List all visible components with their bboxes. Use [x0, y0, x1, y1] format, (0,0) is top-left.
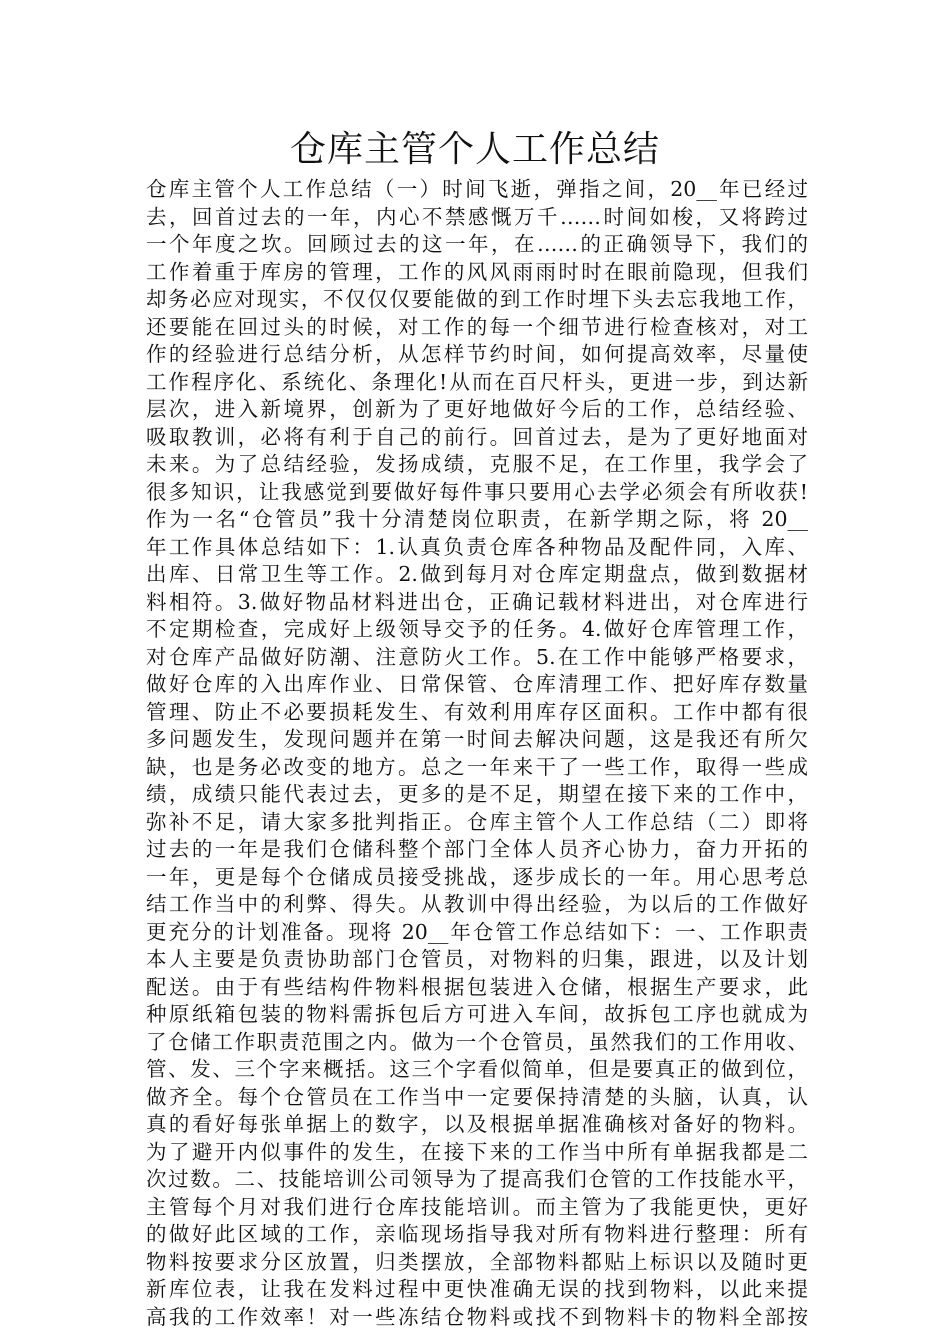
body-line: 种原纸箱包装的物料需拆包后方可进入车间，故拆包工序也就成为	[146, 1002, 808, 1026]
body-line: 配送。由于有些结构件物料根据包装进入仓储，根据生产要求，此	[146, 974, 808, 999]
body-line: 年工作具体总结如下：1.认真负责仓库各种物品及配件同，入库、	[146, 534, 808, 559]
body-line: 做好仓库的入出库作业、日常保管、仓库清理工作、把好库存数量	[146, 672, 808, 696]
body-line: 管、发、三个字来概括。这三个字看似简单，但是要真正的做到位，	[146, 1057, 808, 1081]
body-line: 去，回首过去的一年，内心不禁感慨万千……时间如梭，又将跨过	[146, 204, 808, 229]
body-line: 主管每个月对我们进行仓库技能培训。而主管为了我能更快，更好	[146, 1194, 808, 1219]
body-line: 多问题发生，发现问题并在第一时间去解决问题，这是我还有所欠	[146, 727, 808, 751]
body-line: 作的经验进行总结分析，从怎样节约时间，如何提高效率，尽量使	[146, 342, 808, 366]
body-line: 仓库主管个人工作总结（一）时间飞逝，弹指之间，20__年已经过	[146, 177, 808, 201]
body-line: 物料按要求分区放置，归类摆放，全部物料都贴上标识以及随时更	[146, 1249, 808, 1274]
body-line: 高我的工作效率！对一些冻结仓物料或找不到物料卡的物料全部按	[146, 1304, 808, 1329]
body-line: 管理、防止不必要损耗发生、有效利用库存区面积。工作中都有很	[146, 699, 808, 724]
body-line: 未来。为了总结经验，发扬成绩，克服不足，在工作里，我学会了	[146, 452, 808, 476]
body-line: 一年，更是每个仓储成员接受挑战，逐步成长的一年。用心思考总	[146, 864, 808, 889]
body-line: 为了避开内似事件的发生，在接下来的工作当中所有单据我都是二	[146, 1139, 808, 1164]
document-body	[146, 176, 808, 1331]
body-line: 作为一名“仓管员”我十分清楚岗位职责，在新学期之际，将 20__	[146, 507, 808, 531]
body-line: 本人主要是负责协助部门仓管员，对物料的归集，跟进，以及计划	[146, 947, 808, 971]
body-line: 了仓储工作职责范围之内。做为一个仓管员，虽然我们的工作用收、	[146, 1029, 808, 1054]
body-line: 次过数。二、技能培训公司领导为了提高我们仓管的工作技能水平，	[146, 1167, 808, 1191]
body-line: 层次，进入新境界，创新为了更好地做好今后的工作，总结经验、	[146, 397, 808, 421]
body-line: 绩，成绩只能代表过去，更多的是不足，期望在接下来的工作中，	[146, 782, 808, 806]
body-line: 不定期检查，完成好上级领导交予的任务。4.做好仓库管理工作，	[146, 617, 808, 641]
body-line: 工作程序化、系统化、条理化!从而在百尺杆头，更进一步，到达新	[146, 369, 808, 394]
body-line: 对仓库产品做好防潮、注意防火工作。5.在工作中能够严格要求，	[146, 644, 808, 669]
body-line: 做齐全。每个仓管员在工作当中一定要保持清楚的头脑，认真，认	[146, 1084, 808, 1109]
body-line: 工作着重于库房的管理，工作的风风雨雨时时在眼前隐现，但我们	[146, 259, 808, 284]
body-line: 料相符。3.做好物品材料进出仓，正确记载材料进出，对仓库进行	[146, 589, 808, 614]
body-line: 出库、日常卫生等工作。2.做到每月对仓库定期盘点，做到数据材	[146, 562, 808, 586]
body-line: 还要能在回过头的时候，对工作的每一个细节进行检查核对，对工	[146, 314, 808, 339]
document-title: 仓库主管个人工作总结	[289, 129, 660, 170]
body-line: 很多知识，让我感觉到要做好每件事只要用心去学必须会有所收获!	[146, 479, 808, 504]
body-line: 结工作当中的利弊、得失。从教训中得出经验，为以后的工作做好	[146, 892, 808, 916]
body-line: 一个年度之坎。回顾过去的这一年，在……的正确领导下，我们的	[146, 232, 808, 256]
body-line: 弥补不足，请大家多批判指正。仓库主管个人工作总结（二）即将	[146, 809, 808, 834]
body-line: 的做好此区域的工作，亲临现场指导我对所有物料进行整理：所有	[146, 1222, 808, 1246]
body-line: 更充分的计划准备。现将 20__年仓管工作总结如下：一、工作职责	[146, 919, 808, 944]
body-line: 真的看好每张单据上的数字，以及根据单据准确核对备好的物料。	[146, 1112, 808, 1136]
body-line: 缺，也是务必改变的地方。总之一年来干了一些工作，取得一些成	[146, 754, 808, 779]
body-line: 新库位表，让我在发料过程中更快准确无误的找到物料，以此来提	[146, 1277, 808, 1301]
body-line: 过去的一年是我们仓储科整个部门全体人员齐心协力，奋力开拓的	[146, 837, 808, 861]
body-line: 却务必应对现实，不仅仅仅要能做的到工作时埋下头去忘我地工作，	[146, 287, 808, 311]
body-line: 吸取教训，必将有利于自己的前行。回首过去，是为了更好地面对	[146, 424, 808, 449]
